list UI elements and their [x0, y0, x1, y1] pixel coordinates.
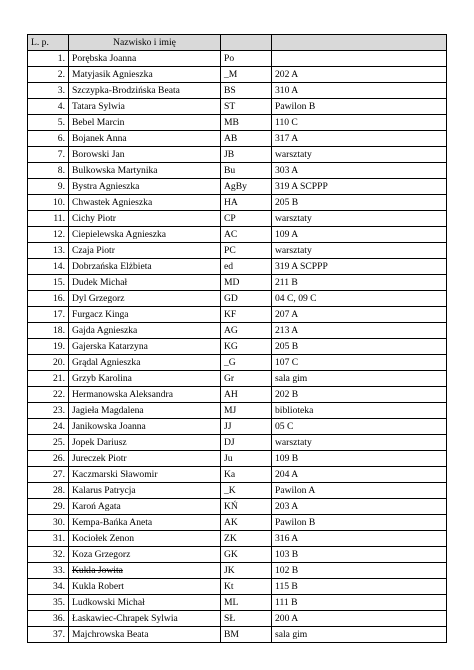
table-row — [28, 211, 447, 227]
table-row — [28, 147, 447, 163]
header-room — [272, 35, 447, 51]
room-cell: 05 C — [272, 419, 447, 435]
teacher-code-cell: _K — [221, 483, 272, 499]
room-cell: sala gim — [272, 371, 447, 387]
teacher-name-cell: Czaja Piotr — [69, 243, 221, 259]
teacher-code-cell: ML — [221, 595, 272, 611]
teacher-code-cell: ST — [221, 99, 272, 115]
row-number-cell: 25. — [28, 435, 69, 451]
table-row — [28, 563, 447, 579]
table-header — [28, 35, 447, 51]
teacher-name-cell: Kociołek Zenon — [69, 531, 221, 547]
table-row — [28, 179, 447, 195]
teacher-name-cell: Grzyb Karolina — [69, 371, 221, 387]
teacher-name-cell: Łaskawiec-Chrapek Sylwia — [69, 611, 221, 627]
table-row — [28, 51, 447, 67]
teacher-code-cell: HA — [221, 195, 272, 211]
teacher-roster-table — [27, 34, 447, 643]
teacher-code-cell: BS — [221, 83, 272, 99]
teacher-code-cell: GD — [221, 291, 272, 307]
teacher-code-cell: MB — [221, 115, 272, 131]
table-row — [28, 483, 447, 499]
row-number-cell: 27. — [28, 467, 69, 483]
teacher-code-cell: Ju — [221, 451, 272, 467]
room-cell: 205 B — [272, 339, 447, 355]
teacher-code-cell: DJ — [221, 435, 272, 451]
teacher-name-cell: Bojanek Anna — [69, 131, 221, 147]
teacher-code-cell: Bu — [221, 163, 272, 179]
teacher-name-cell: Tatara Sylwia — [69, 99, 221, 115]
teacher-code-cell: CP — [221, 211, 272, 227]
teacher-name-cell: Gajerska Katarzyna — [69, 339, 221, 355]
table-row — [28, 67, 447, 83]
row-number-cell: 9. — [28, 179, 69, 195]
room-cell: 207 A — [272, 307, 447, 323]
row-number-cell: 2. — [28, 67, 69, 83]
row-number-cell: 16. — [28, 291, 69, 307]
teacher-name-cell: Chwastek Agnieszka — [69, 195, 221, 211]
row-number-cell: 17. — [28, 307, 69, 323]
row-number-cell: 20. — [28, 355, 69, 371]
teacher-code-cell: MJ — [221, 403, 272, 419]
row-number-cell: 33. — [28, 563, 69, 579]
table-row — [28, 435, 447, 451]
room-cell: 110 C — [272, 115, 447, 131]
teacher-name-cell: Dudek Michał — [69, 275, 221, 291]
row-number-cell: 30. — [28, 515, 69, 531]
table-row — [28, 83, 447, 99]
teacher-code-cell: KŃ — [221, 499, 272, 515]
row-number-cell: 11. — [28, 211, 69, 227]
teacher-name-cell: Dyl Grzegorz — [69, 291, 221, 307]
row-number-cell: 3. — [28, 83, 69, 99]
teacher-code-cell: AG — [221, 323, 272, 339]
teacher-code-cell: Po — [221, 51, 272, 67]
table-row — [28, 227, 447, 243]
teacher-name-cell: Gajda Agnieszka — [69, 323, 221, 339]
row-number-cell: 15. — [28, 275, 69, 291]
room-cell: 319 A SCPPP — [272, 259, 447, 275]
teacher-code-cell: SŁ — [221, 611, 272, 627]
teacher-code-cell: BM — [221, 627, 272, 643]
room-cell — [272, 51, 447, 67]
row-number-cell: 13. — [28, 243, 69, 259]
teacher-name-cell: Kukla Robert — [69, 579, 221, 595]
teacher-name-cell: Kaczmarski Sławomir — [69, 467, 221, 483]
table-row — [28, 403, 447, 419]
table-row — [28, 339, 447, 355]
room-cell: 102 B — [272, 563, 447, 579]
teacher-code-cell: JJ — [221, 419, 272, 435]
teacher-code-cell: KG — [221, 339, 272, 355]
teacher-name-cell: Jureczek Piotr — [69, 451, 221, 467]
room-cell: 202 B — [272, 387, 447, 403]
row-number-cell: 34. — [28, 579, 69, 595]
table-row — [28, 163, 447, 179]
row-number-cell: 36. — [28, 611, 69, 627]
teacher-code-cell: Ka — [221, 467, 272, 483]
teacher-name-cell: Hermanowska Aleksandra — [69, 387, 221, 403]
teacher-name-cell: Karoń Agata — [69, 499, 221, 515]
table-body — [28, 51, 447, 643]
table-row — [28, 323, 447, 339]
table-row — [28, 595, 447, 611]
table-row — [28, 467, 447, 483]
teacher-name-cell: Jopek Dariusz — [69, 435, 221, 451]
table-row — [28, 195, 447, 211]
table-row — [28, 531, 447, 547]
teacher-code-cell: ed — [221, 259, 272, 275]
teacher-name-cell: Bulkowska Martynika — [69, 163, 221, 179]
table-row — [28, 611, 447, 627]
room-cell: warsztaty — [272, 435, 447, 451]
room-cell: sala gim — [272, 627, 447, 643]
table-row — [28, 99, 447, 115]
teacher-code-cell: AK — [221, 515, 272, 531]
header-lp: L. p. — [28, 35, 69, 51]
table-row — [28, 131, 447, 147]
teacher-name-cell: Matyjasik Agnieszka — [69, 67, 221, 83]
row-number-cell: 18. — [28, 323, 69, 339]
room-cell: 109 A — [272, 227, 447, 243]
teacher-code-cell: _M — [221, 67, 272, 83]
room-cell: 205 B — [272, 195, 447, 211]
row-number-cell: 32. — [28, 547, 69, 563]
room-cell: 111 B — [272, 595, 447, 611]
row-number-cell: 29. — [28, 499, 69, 515]
row-number-cell: 28. — [28, 483, 69, 499]
teacher-name-cell: Ludkowski Michał — [69, 595, 221, 611]
room-cell: 200 A — [272, 611, 447, 627]
table-row — [28, 355, 447, 371]
table-row — [28, 419, 447, 435]
room-cell: 310 A — [272, 83, 447, 99]
room-cell: 316 A — [272, 531, 447, 547]
teacher-name-cell: Grądal Agnieszka — [69, 355, 221, 371]
teacher-name-cell: Majchrowska Beata — [69, 627, 221, 643]
row-number-cell: 10. — [28, 195, 69, 211]
room-cell: warsztaty — [272, 147, 447, 163]
teacher-code-cell: JB — [221, 147, 272, 163]
row-number-cell: 14. — [28, 259, 69, 275]
room-cell: warsztaty — [272, 211, 447, 227]
room-cell: 202 A — [272, 67, 447, 83]
teacher-name-cell: Szczypka-Brodzińska Beata — [69, 83, 221, 99]
row-number-cell: 21. — [28, 371, 69, 387]
teacher-name-cell: Jagieła Magdalena — [69, 403, 221, 419]
teacher-name-cell: Dobrzańska Elżbieta — [69, 259, 221, 275]
row-number-cell: 31. — [28, 531, 69, 547]
row-number-cell: 19. — [28, 339, 69, 355]
room-cell: 319 A SCPPP — [272, 179, 447, 195]
header-row — [28, 35, 447, 51]
row-number-cell: 26. — [28, 451, 69, 467]
table-row — [28, 451, 447, 467]
teacher-code-cell: _G — [221, 355, 272, 371]
teacher-code-cell: ZK — [221, 531, 272, 547]
teacher-code-cell: KF — [221, 307, 272, 323]
teacher-name-cell: Kukla Jowita — [69, 563, 221, 579]
teacher-name-cell: Janikowska Joanna — [69, 419, 221, 435]
teacher-name-cell: Kempa-Bańka Aneta — [69, 515, 221, 531]
teacher-code-cell: AC — [221, 227, 272, 243]
teacher-name-cell: Ciepielewska Agnieszka — [69, 227, 221, 243]
row-number-cell: 35. — [28, 595, 69, 611]
table-row — [28, 515, 447, 531]
row-number-cell: 24. — [28, 419, 69, 435]
table-row — [28, 371, 447, 387]
room-cell: Pawilon B — [272, 99, 447, 115]
room-cell: 04 C, 09 C — [272, 291, 447, 307]
teacher-name-cell: Cichy Piotr — [69, 211, 221, 227]
teacher-name-cell: Bebel Marcin — [69, 115, 221, 131]
teacher-code-cell: MD — [221, 275, 272, 291]
room-cell: 213 A — [272, 323, 447, 339]
room-cell: Pawilon B — [272, 515, 447, 531]
row-number-cell: 8. — [28, 163, 69, 179]
row-number-cell: 23. — [28, 403, 69, 419]
row-number-cell: 12. — [28, 227, 69, 243]
teacher-name-cell: Kalarus Patrycja — [69, 483, 221, 499]
teacher-code-cell: JK — [221, 563, 272, 579]
teacher-code-cell: AH — [221, 387, 272, 403]
teacher-name-cell: Furgacz Kinga — [69, 307, 221, 323]
room-cell: warsztaty — [272, 243, 447, 259]
table-row — [28, 291, 447, 307]
room-cell: 107 C — [272, 355, 447, 371]
teacher-code-cell: AgBy — [221, 179, 272, 195]
room-cell: 103 B — [272, 547, 447, 563]
row-number-cell: 6. — [28, 131, 69, 147]
table-row — [28, 627, 447, 643]
teacher-name-cell: Borowski Jan — [69, 147, 221, 163]
table-row — [28, 307, 447, 323]
row-number-cell: 4. — [28, 99, 69, 115]
teacher-code-cell: GK — [221, 547, 272, 563]
header-code — [221, 35, 272, 51]
table-row — [28, 547, 447, 563]
teacher-name-cell: Koza Grzegorz — [69, 547, 221, 563]
teacher-name-cell: Porębska Joanna — [69, 51, 221, 67]
room-cell: 303 A — [272, 163, 447, 179]
teacher-code-cell: Gr — [221, 371, 272, 387]
table-row — [28, 259, 447, 275]
room-cell: 204 A — [272, 467, 447, 483]
room-cell: 317 A — [272, 131, 447, 147]
table-row — [28, 387, 447, 403]
room-cell: 203 A — [272, 499, 447, 515]
row-number-cell: 5. — [28, 115, 69, 131]
header-name: Nazwisko i imię — [69, 35, 221, 51]
room-cell: 115 B — [272, 579, 447, 595]
table-row — [28, 275, 447, 291]
teacher-code-cell: AB — [221, 131, 272, 147]
room-cell: biblioteka — [272, 403, 447, 419]
room-cell: 211 B — [272, 275, 447, 291]
teacher-code-cell: Kt — [221, 579, 272, 595]
row-number-cell: 1. — [28, 51, 69, 67]
row-number-cell: 37. — [28, 627, 69, 643]
room-cell: 109 B — [272, 451, 447, 467]
teacher-name-cell: Bystra Agnieszka — [69, 179, 221, 195]
row-number-cell: 22. — [28, 387, 69, 403]
room-cell: Pawilon A — [272, 483, 447, 499]
table-row — [28, 243, 447, 259]
table-row — [28, 499, 447, 515]
table-row — [28, 115, 447, 131]
teacher-code-cell: PC — [221, 243, 272, 259]
table-row — [28, 579, 447, 595]
row-number-cell: 7. — [28, 147, 69, 163]
